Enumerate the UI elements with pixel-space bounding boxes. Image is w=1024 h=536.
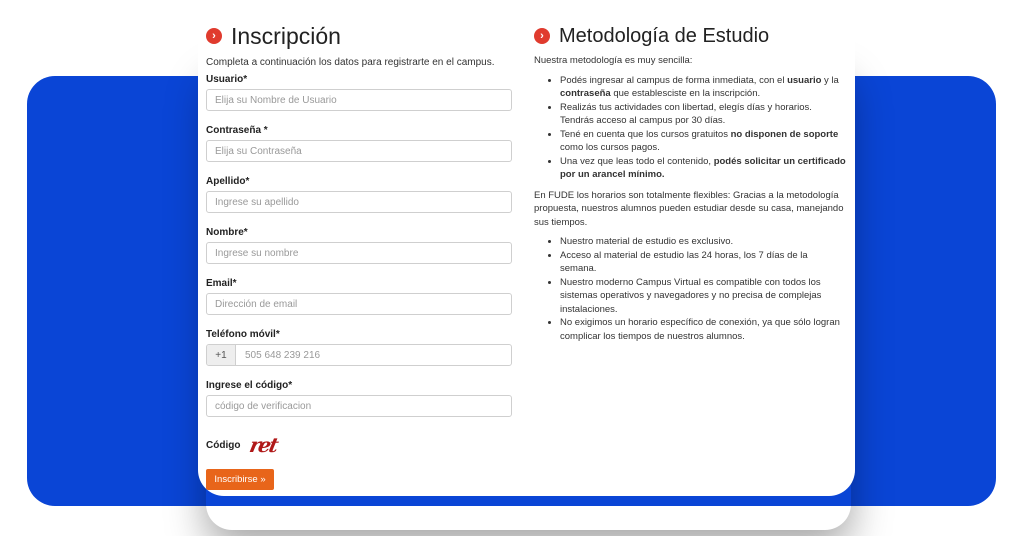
email-label: Email* bbox=[206, 278, 237, 289]
methodology-intro: Nuestra metodología es muy sencilla: bbox=[534, 55, 693, 66]
registration-form bbox=[206, 22, 514, 490]
list-item: • Podés ingresar al campus de forma inmediata, con el usuario y la contraseña que establesciste en la inscripción. bbox=[560, 74, 846, 101]
list-item: • Realizás tus actividades con libertad, elegís días y horarios. Tendrás acceso al campus por 30 días. bbox=[560, 101, 846, 128]
list-item: • Acceso al material de estudio las 24 horas, los 7 días de la semana. bbox=[560, 249, 846, 276]
form-header bbox=[206, 22, 514, 50]
features-list bbox=[534, 235, 846, 343]
list-item: • Una vez que leas todo el contenido, podés solicitar un certificado por un arancel mínimo. bbox=[560, 155, 846, 182]
form-intro: Completa a continuación los datos para registrarte en el campus. bbox=[206, 57, 495, 68]
phone-input[interactable]: 505 648 239 216 bbox=[245, 349, 321, 361]
list-item: • Nuestro material de estudio es exclusivo. bbox=[560, 235, 846, 249]
username-label: Usuario* bbox=[206, 74, 248, 85]
methodology-list bbox=[534, 74, 846, 182]
methodology-title: Metodología de Estudio bbox=[559, 24, 770, 47]
password-input[interactable]: Elija su Contraseña bbox=[206, 140, 512, 162]
username-input[interactable]: Elija su Nombre de Usuario bbox=[206, 89, 512, 111]
phone-field bbox=[206, 344, 512, 366]
list-item: • Nuestro moderno Campus Virtual es compatible con todos los sistemas operativos y navegadores y no precisa de complejas instalaciones. bbox=[560, 276, 846, 317]
submit-button[interactable]: Inscribirse » bbox=[206, 469, 274, 490]
firstname-input[interactable]: Ingrese su nombre bbox=[206, 242, 512, 264]
chevron-right-icon: › bbox=[206, 28, 222, 44]
code-label: Ingrese el código* bbox=[206, 380, 293, 391]
firstname-label: Nombre* bbox=[206, 227, 248, 238]
chevron-right-icon: › bbox=[534, 28, 550, 44]
flexibility-paragraph: En FUDE los horarios son totalmente flexibles: Gracias a la metodología propuesta, nuestros alumnos pueden estudiar desde su casa, manejando sus tiempos. bbox=[534, 189, 844, 228]
list-item: • No exigimos un horario específico de conexión, ya que sólo logran complicar los tiempos de nuestros alumnos. bbox=[560, 316, 846, 343]
registration-card bbox=[198, 14, 855, 496]
phone-label: Teléfono móvil* bbox=[206, 329, 280, 340]
lastname-input[interactable]: Ingrese su apellido bbox=[206, 191, 512, 213]
email-input[interactable]: Dirección de email bbox=[206, 293, 512, 315]
methodology-panel bbox=[534, 22, 846, 343]
captcha-label: Código bbox=[206, 439, 241, 451]
list-item: • Tené en cuenta que los cursos gratuitos no disponen de soporte como los cursos pagos. bbox=[560, 128, 846, 155]
verification-code-input[interactable]: código de verificacion bbox=[206, 395, 512, 417]
captcha-row bbox=[206, 435, 514, 455]
page-title: Inscripción bbox=[231, 22, 341, 49]
lastname-label: Apellido* bbox=[206, 176, 250, 187]
methodology-header bbox=[534, 22, 846, 50]
captcha-image: ret bbox=[247, 433, 280, 457]
password-label: Contraseña * bbox=[206, 125, 268, 136]
phone-country-prefix[interactable]: +1 bbox=[207, 345, 236, 365]
